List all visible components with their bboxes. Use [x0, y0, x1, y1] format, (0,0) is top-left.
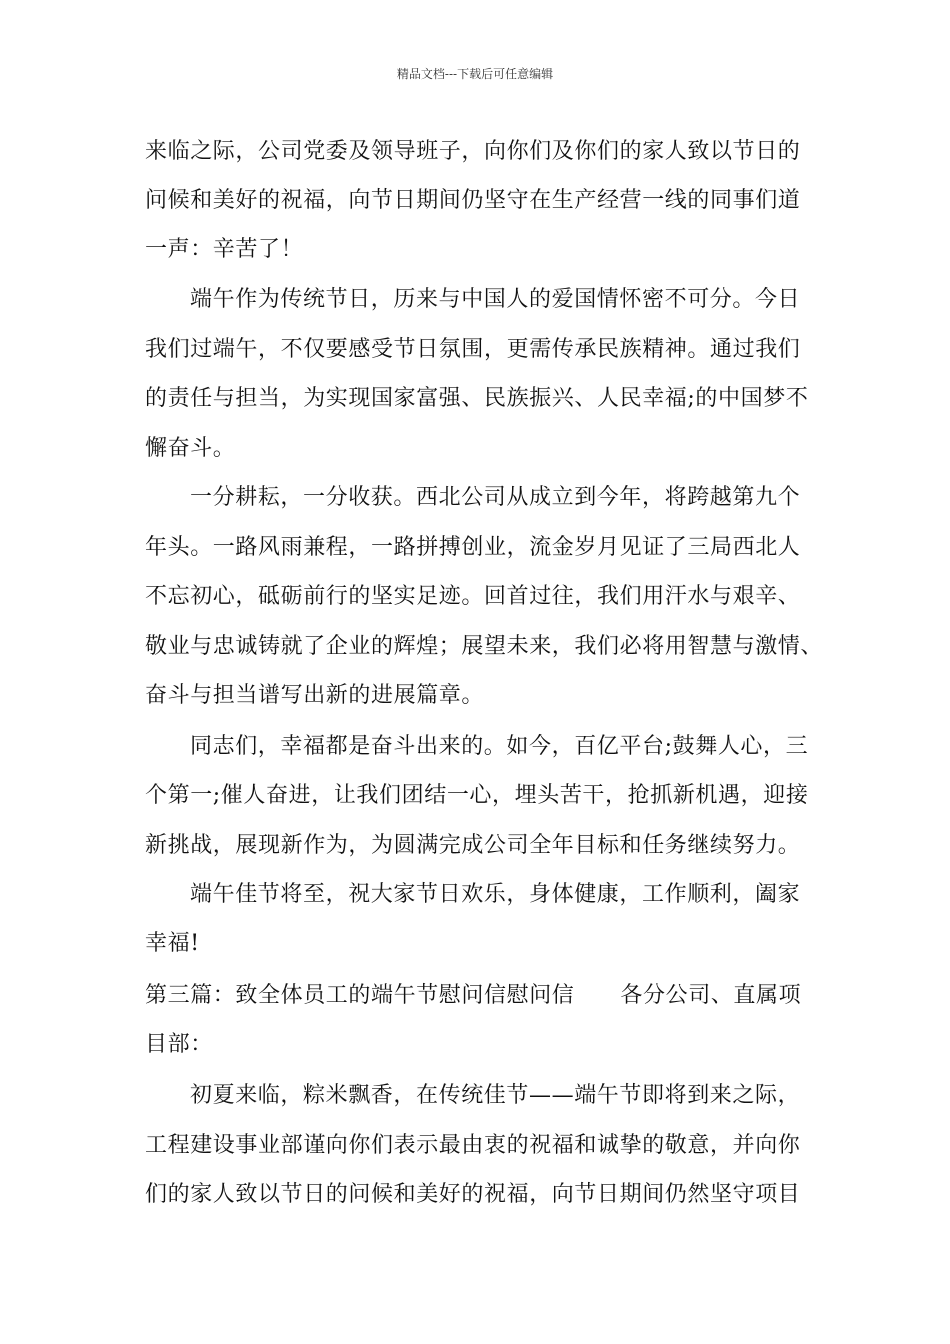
text-line: 目部：: [145, 1032, 213, 1057]
text-line: 幸福!: [145, 931, 200, 956]
text-line: 不忘初心，砥砺前行的坚实足迹。回首过往，我们用汗水与艰辛、: [145, 584, 801, 609]
text-line: 端午作为传统节日，历来与中国人的爱国情怀密不可分。今日: [190, 287, 801, 312]
salutation: 各分公司、直属项: [620, 983, 802, 1008]
text-line: 的责任与担当，为实现国家富强、民族振兴、人民幸福;的中国梦不: [145, 386, 809, 411]
text-line: 年头。一路风雨兼程，一路拼搏创业，流金岁月见证了三局西北人: [145, 535, 801, 560]
text-line: 懈奋斗。: [145, 436, 236, 461]
text-line: 我们过端午，不仅要感受节日氛围，更需传承民族精神。通过我们: [145, 337, 801, 362]
section-heading-line: [145, 981, 801, 1011]
text-line: 工程建设事业部谨向你们表示最由衷的祝福和诚挚的敬意，并向你: [145, 1133, 801, 1158]
text-line: 问候和美好的祝福，向节日期间仍坚守在生产经营一线的同事们道: [145, 188, 801, 213]
section-heading: 第三篇：致全体员工的端午节慰问信慰问信: [145, 983, 575, 1008]
text-line: 新挑战，展现新作为，为圆满完成公司全年目标和任务继续努力。: [145, 833, 801, 858]
text-line: 初夏来临，粽米飘香，在传统佳节——端午节即将到来之际，: [190, 1083, 801, 1108]
text-line: 奋斗与担当谱写出新的进展篇章。: [145, 683, 485, 708]
text-line: 来临之际，公司党委及领导班子，向你们及你们的家人致以节日的: [145, 139, 801, 164]
text-line: 个第一;催人奋进，让我们团结一心，埋头苦干，抢抓新机遇，迎接: [145, 783, 809, 808]
text-line: 一分耕耘，一分收获。西北公司从成立到今年，将跨越第九个: [190, 485, 801, 510]
text-line: 端午佳节将至，祝大家节日欢乐，身体健康，工作顺利，阖家: [190, 882, 801, 907]
text-line: 一声：辛苦了！: [145, 237, 304, 262]
text-line: 们的家人致以节日的问候和美好的祝福，向节日期间仍然坚守项目: [145, 1182, 801, 1207]
text-line: 敬业与忠诚铸就了企业的辉煌；展望未来，我们必将用智慧与激情、: [145, 634, 824, 659]
text-line: 同志们，幸福都是奋斗出来的。如今，百亿平台;鼓舞人心，三: [190, 734, 809, 759]
page-header: 精品文档---下载后可任意编辑: [396, 67, 554, 81]
